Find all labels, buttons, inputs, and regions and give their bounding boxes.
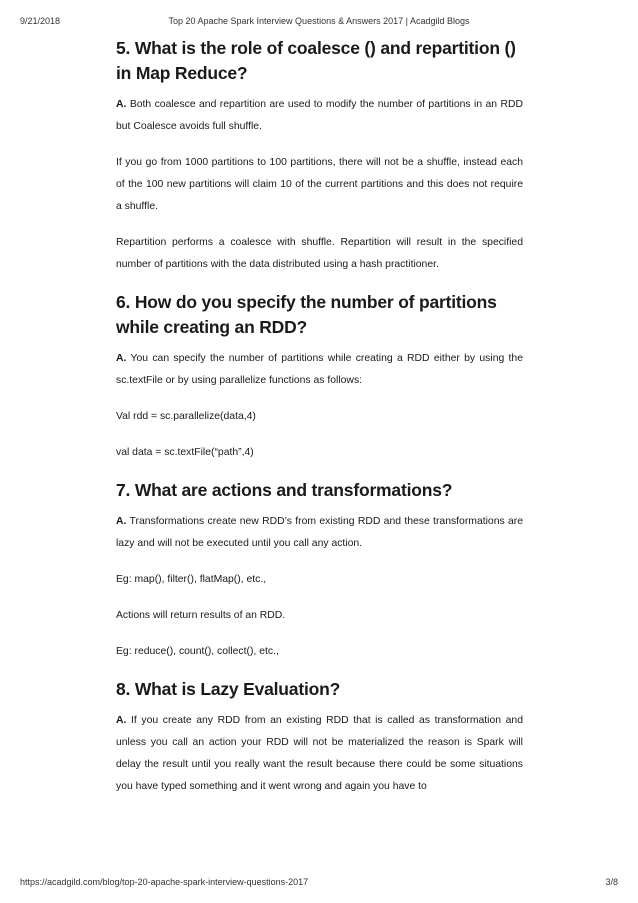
answer-paragraph: [116, 511, 523, 555]
paragraph: Eg: reduce(), count(), collect(), etc.,: [116, 646, 279, 657]
paragraph-text: If you create any RDD from an existing RDD that is called as transformation and unless you call an action your RDD will not be materialized the reason is Spark will delay the result until you really want the result because there could be some situations you have typed something and it went wrong and again you have to: [116, 715, 523, 792]
section-title-8: 8. What is Lazy Evaluation?: [116, 679, 341, 699]
print-url: https://acadgild.com/blog/top-20-apache-spark-interview-questions-2017: [20, 877, 309, 887]
page-number: 3/8: [605, 877, 618, 887]
section-title-7: 7. What are actions and transformations?: [116, 480, 453, 500]
print-page-title: Top 20 Apache Spark Interview Questions & Answers 2017 | Acadgild Blogs: [168, 16, 470, 26]
answer-marker: A.: [116, 516, 127, 527]
paragraph-text: Both coalesce and repartition are used to modify the number of partitions in an RDD but Coalesce avoids full shuffle.: [116, 99, 523, 132]
print-footer: [20, 877, 618, 889]
code-line: Val rdd = sc.parallelize(data,4): [116, 411, 256, 422]
answer-paragraph: [116, 710, 523, 798]
answer-marker: A.: [116, 99, 127, 110]
paragraph: Eg: map(), filter(), flatMap(), etc.,: [116, 574, 267, 585]
paragraph-text: Transformations create new RDD’s from existing RDD and these transformations are lazy and will not be executed until you call any action.: [116, 516, 523, 549]
answer-paragraph: [116, 348, 523, 392]
code-line: val data = sc.textFile(“path”,4): [116, 447, 254, 458]
answer-paragraph: [116, 94, 523, 138]
paragraph-text: You can specify the number of partitions while creating a RDD either by using the sc.textFile or by using parallelize functions as follows:: [116, 353, 523, 386]
answer-marker: A.: [116, 715, 127, 726]
print-header: [20, 16, 618, 28]
section-title-6: 6. How do you specify the number of partitions while creating an RDD?: [116, 292, 497, 337]
paragraph: Repartition performs a coalesce with shuffle. Repartition will result in the specified number of partitions with the data distributed using a hash practitioner.: [116, 237, 523, 270]
paragraph: Actions will return results of an RDD.: [116, 610, 286, 621]
article-body: [116, 36, 523, 798]
print-date: 9/21/2018: [20, 16, 61, 26]
paragraph: If you go from 1000 partitions to 100 partitions, there will not be a shuffle, instead each of the 100 new partitions will claim 10 of the current partitions and this does not require a shuffle.: [116, 157, 523, 212]
answer-marker: A.: [116, 353, 127, 364]
section-title-5: 5. What is the role of coalesce () and repartition () in Map Reduce?: [116, 38, 516, 83]
